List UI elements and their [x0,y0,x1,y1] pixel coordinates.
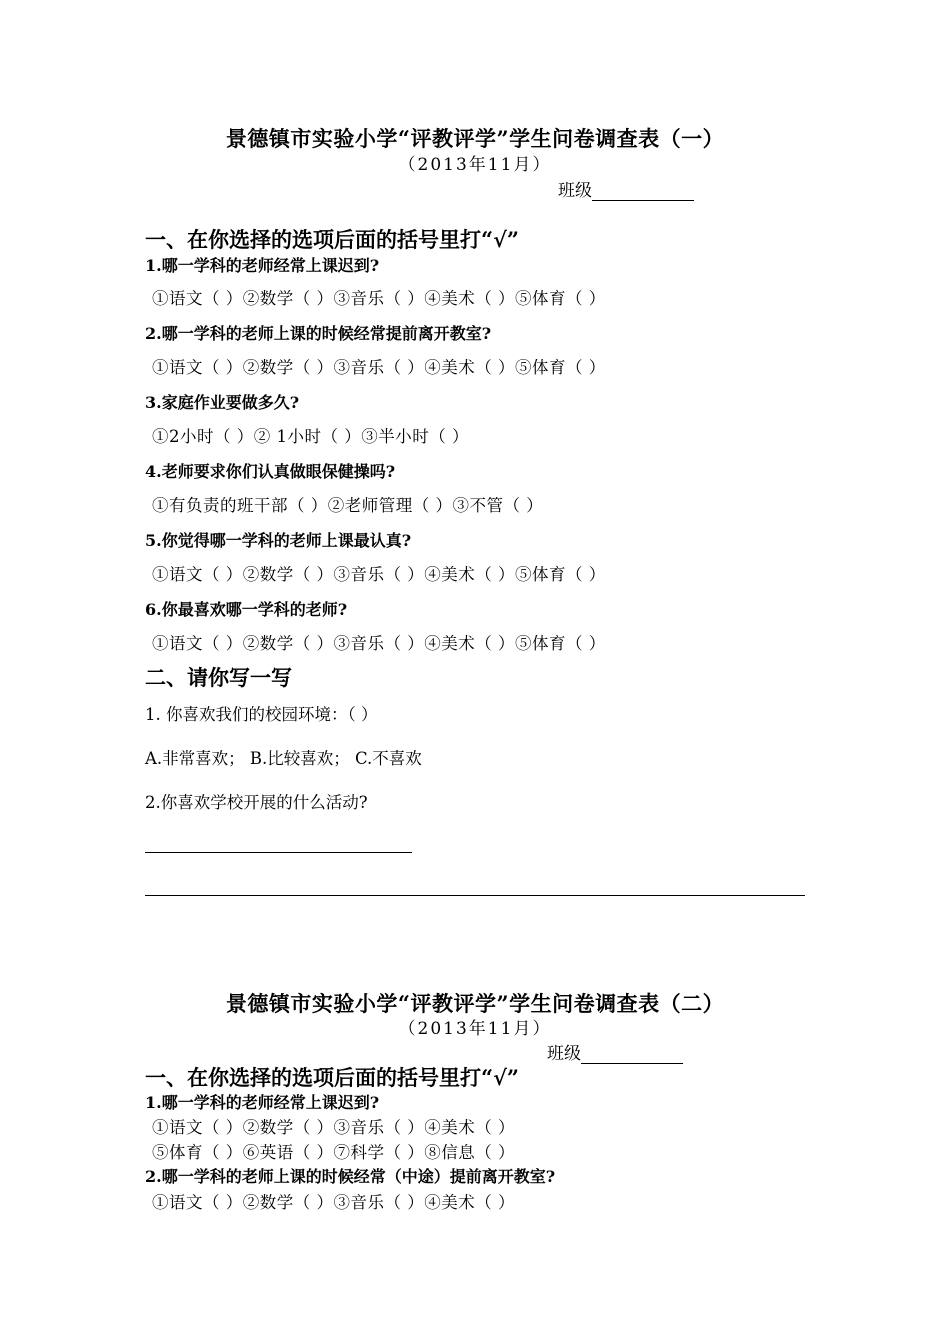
survey1-question-4-options[interactable]: ①有负责的班干部（ ）②老师管理（ ）③不管（ ） [152,496,544,515]
survey1-question-6: 6.你最喜欢哪一学科的老师? [145,600,348,619]
survey1-question-1: 1.哪一学科的老师经常上课迟到? [145,256,380,275]
survey1-write-question-1[interactable]: 1. 你喜欢我们的校园环境：（ ） [145,705,378,724]
survey2-question-1-options-row1[interactable]: ①语文（ ）②数学（ ）③音乐（ ）④美术（ ） [152,1118,515,1137]
survey2-question-1: 1.哪一学科的老师经常上课迟到? [145,1093,380,1112]
answer-line-short[interactable] [145,852,412,853]
survey1-question-3-options[interactable]: ①2小时（ ）② 1小时（ ）③半小时（ ） [152,427,469,446]
class-blank[interactable] [581,1045,683,1064]
survey2-class-field[interactable] [547,1039,683,1064]
survey1-write-question-1-options[interactable]: A.非常喜欢； B.比较喜欢； C.不喜欢 [145,749,422,768]
survey1-section2-heading: 二、请你写一写 [145,665,292,690]
survey1-question-4: 4.老师要求你们认真做眼保健操吗? [145,462,396,481]
survey1-date: （2013年11月） [398,155,552,175]
survey1-question-5-options[interactable]: ①语文（ ）②数学（ ）③音乐（ ）④美术（ ）⑤体育（ ） [152,565,606,584]
class-blank[interactable] [592,182,694,201]
survey1-title: 景德镇市实验小学“评教评学”学生问卷调查表（一） [225,126,725,151]
survey2-question-1-options-row2[interactable]: ⑤体育（ ）⑥英语（ ）⑦科学（ ）⑧信息（ ） [152,1143,515,1162]
survey2-question-2-options-row1[interactable]: ①语文（ ）②数学（ ）③音乐（ ）④美术（ ） [152,1193,515,1212]
survey1-class-field[interactable] [558,176,694,201]
survey1-question-2: 2.哪一学科的老师上课的时候经常提前离开教室? [145,324,492,343]
class-label: 班级 [558,181,592,201]
survey1-question-1-options[interactable]: ①语文（ ）②数学（ ）③音乐（ ）④美术（ ）⑤体育（ ） [152,289,606,308]
survey1-question-3: 3.家庭作业要做多久? [145,393,300,412]
survey1-section1-heading: 一、在你选择的选项后面的括号里打“√” [145,227,519,252]
survey1-question-2-options[interactable]: ①语文（ ）②数学（ ）③音乐（ ）④美术（ ）⑤体育（ ） [152,358,606,377]
survey2-section1-heading: 一、在你选择的选项后面的括号里打“√” [145,1065,519,1090]
survey1-question-5: 5.你觉得哪一学科的老师上课最认真? [145,531,412,550]
survey1-question-6-options[interactable]: ①语文（ ）②数学（ ）③音乐（ ）④美术（ ）⑤体育（ ） [152,634,606,653]
survey2-date: （2013年11月） [398,1019,552,1039]
answer-line-long[interactable] [145,895,805,896]
survey2-title: 景德镇市实验小学“评教评学”学生问卷调查表（二） [225,991,725,1016]
survey2-question-2: 2.哪一学科的老师上课的时候经常（中途）提前离开教室? [145,1167,556,1186]
class-label: 班级 [547,1044,581,1064]
survey1-write-question-2: 2.你喜欢学校开展的什么活动? [145,793,368,812]
